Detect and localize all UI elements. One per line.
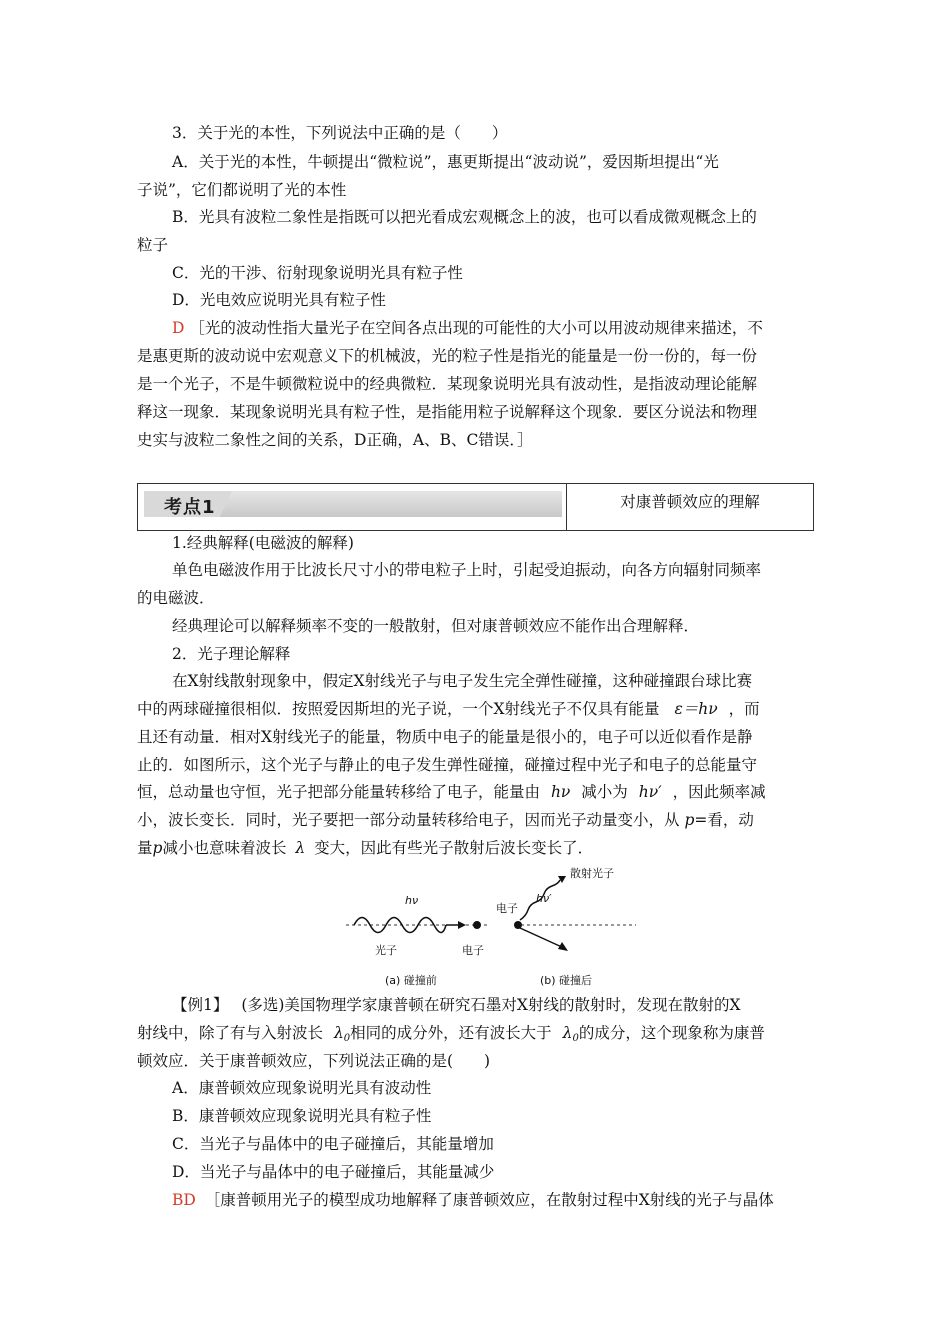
- paragraph-2: 经典理论可以解释频率不变的一般散射，但对康普顿效应不能作出合理解释．: [172, 617, 700, 635]
- section-header: [137, 483, 814, 531]
- lambda-symbol: λ: [333, 1024, 344, 1042]
- caption-before: (a) 碰撞前: [385, 974, 437, 987]
- question-3-title: 3．关于光的本性，下列说法中正确的是（ ）: [172, 124, 508, 142]
- text-segment: 减小为: [581, 783, 628, 801]
- explanation-line-2: 是惠更斯的波动说中宏观意义下的机械波，光的粒子性是指光的能量是一份一份的，每一份: [137, 347, 758, 365]
- label-electron-before: 电子: [462, 944, 484, 957]
- recoil-electron-line: [520, 928, 564, 948]
- text-segment: ，因此频率减: [672, 783, 766, 801]
- paragraph-1-line-2: 的电磁波．: [137, 589, 215, 607]
- text-segment: =看，动: [694, 811, 754, 829]
- text-segment: 减小也意味着波长: [162, 839, 287, 857]
- lambda-subscript: 0: [343, 1033, 351, 1044]
- paragraph-3-line-5: [137, 782, 766, 802]
- text-segment: 中的两球碰撞很相似．按照爱因斯坦的光子说，一个X射线光子不仅具有能量: [137, 700, 660, 718]
- electron-before: [473, 921, 481, 929]
- paragraph-3-line-1: 在X射线散射现象中，假定X射线光子与电子发生完全弹性碰撞，这种碰撞跟台球比赛: [172, 672, 753, 690]
- section-title: 对康普顿效应的理解: [620, 493, 760, 511]
- lambda-symbol: λ: [562, 1024, 573, 1042]
- explanation-line-4: 释这一现象．某现象说明光具有粒子性，是指能用粒子说解释这个现象．要区分说法和物理: [137, 403, 758, 421]
- example-option-c: C．当光子与晶体中的电子碰撞后，其能量增加: [172, 1135, 494, 1153]
- paragraph-3-line-6: [137, 810, 754, 830]
- lambda-zero: [563, 1024, 579, 1042]
- formula-hv: hν: [550, 783, 571, 801]
- example-option-d: D．当光子与晶体中的电子碰撞后，其能量减少: [172, 1163, 495, 1181]
- compton-scattering-figure: [340, 862, 640, 992]
- example-option-a: A．康普顿效应现象说明光具有波动性: [172, 1079, 432, 1097]
- example-line-1: [172, 995, 740, 1015]
- example-explanation-line-1: [172, 1190, 774, 1210]
- paragraph-1-line-1: 单色电磁波作用于比波长尺寸小的带电粒子上时，引起受迫振动，向各方向辐射同频率: [172, 561, 762, 579]
- text-segment: 小，波长变长．同时，光子要把一部分动量转移给电子，因而光子动量变小，从: [137, 811, 680, 829]
- explanation-line-5: 史实与波粒二象性之间的关系，D正确，A、B、C错误．］: [137, 431, 533, 449]
- text-segment: 相同的成分外，还有波长大于: [350, 1024, 552, 1042]
- text-segment: ，而: [728, 700, 760, 718]
- subheading-2: 2．光子理论解释: [172, 645, 291, 663]
- lambda-subscript: 0: [572, 1033, 579, 1044]
- text-segment: 变大，因此有些光子散射后波长变长了．: [314, 839, 594, 857]
- explanation-line-3: 是一个光子，不是牛顿微粒说中的经典微粒．某现象说明光具有波动性，是指波动理论能解: [137, 375, 758, 393]
- example-answer-label: BD: [172, 1191, 196, 1209]
- paragraph-3-line-3: 且还有动量．相对X射线光子的能量，物质中电子的能量是很小的，电子可以近似看作是静: [137, 728, 753, 746]
- lambda-zero: [334, 1024, 350, 1042]
- paragraph-3-line-2: [137, 699, 760, 719]
- answer-label: D: [172, 319, 185, 337]
- recoil-arrow-head: [558, 942, 568, 951]
- label-hv-prime: hν′: [536, 892, 552, 905]
- label-scattered-photon: 散射光子: [570, 867, 614, 880]
- example-line-2: [137, 1023, 765, 1049]
- incident-arrow-head: [458, 921, 466, 929]
- explanation-line-1: [172, 318, 763, 338]
- option-a-line-1: A．关于光的本性，牛顿提出“微粒说”，惠更斯提出“波动说”，爱因斯坦提出“光: [172, 153, 719, 171]
- text-segment: 的成分，这个现象称为康普: [578, 1024, 765, 1042]
- subheading-1: 1.经典解释(电磁波的解释): [172, 534, 354, 552]
- option-b-line-1: B．光具有波粒二象性是指既可以把光看成宏观概念上的波，也可以看成微观概念上的: [172, 208, 757, 226]
- paragraph-3-line-4: 止的．如图所示，这个光子与静止的电子发生弹性碰撞，碰撞过程中光子和电子的总能量守: [137, 756, 758, 774]
- example-tag: 【例1】: [172, 996, 229, 1014]
- formula-hv-prime: hν′: [638, 783, 662, 801]
- option-c: C．光的干涉、衍射现象说明光具有粒子性: [172, 264, 463, 282]
- example-option-b: B．康普顿效应现象说明光具有粒子性: [172, 1107, 432, 1125]
- section-header-badge: [138, 484, 567, 530]
- option-d: D．光电效应说明光具有粒子性: [172, 291, 386, 309]
- paragraph-3-line-7: [137, 838, 593, 858]
- example-line-3: 顿效应．关于康普顿效应，下列说法正确的是( ): [137, 1052, 491, 1070]
- energy-formula: ε＝hν: [674, 700, 718, 718]
- label-hv: hν: [405, 894, 419, 907]
- section-label: 考点1: [164, 497, 216, 518]
- example-explanation-text: ［康普顿用光子的模型成功地解释了康普顿效应，在散射过程中X射线的光子与晶体: [204, 1191, 774, 1209]
- explanation-text: ［光的波动性指大量光子在空间各点出现的可能性的大小可以用波动规律来描述，不: [189, 319, 763, 337]
- option-b-line-2: 粒子: [137, 236, 169, 254]
- text-segment: 恒，总动量也守恒，光子把部分能量转移给了电子，能量由: [137, 783, 541, 801]
- text-segment: 量: [137, 839, 153, 857]
- caption-after: (b) 碰撞后: [540, 974, 593, 987]
- text-segment: 射线中，除了有与入射波长: [137, 1024, 324, 1042]
- label-photon: 光子: [375, 944, 397, 957]
- formula-lambda: λ: [295, 839, 306, 857]
- formula-p: p: [152, 839, 163, 857]
- formula-p: p: [684, 811, 695, 829]
- label-electron-after: 电子: [496, 902, 518, 915]
- example-text: (多选)美国物理学家康普顿在研究石墨对X射线的散射时，发现在散射的X: [241, 996, 741, 1014]
- option-a-line-2: 子说”，它们都说明了光的本性: [137, 181, 347, 199]
